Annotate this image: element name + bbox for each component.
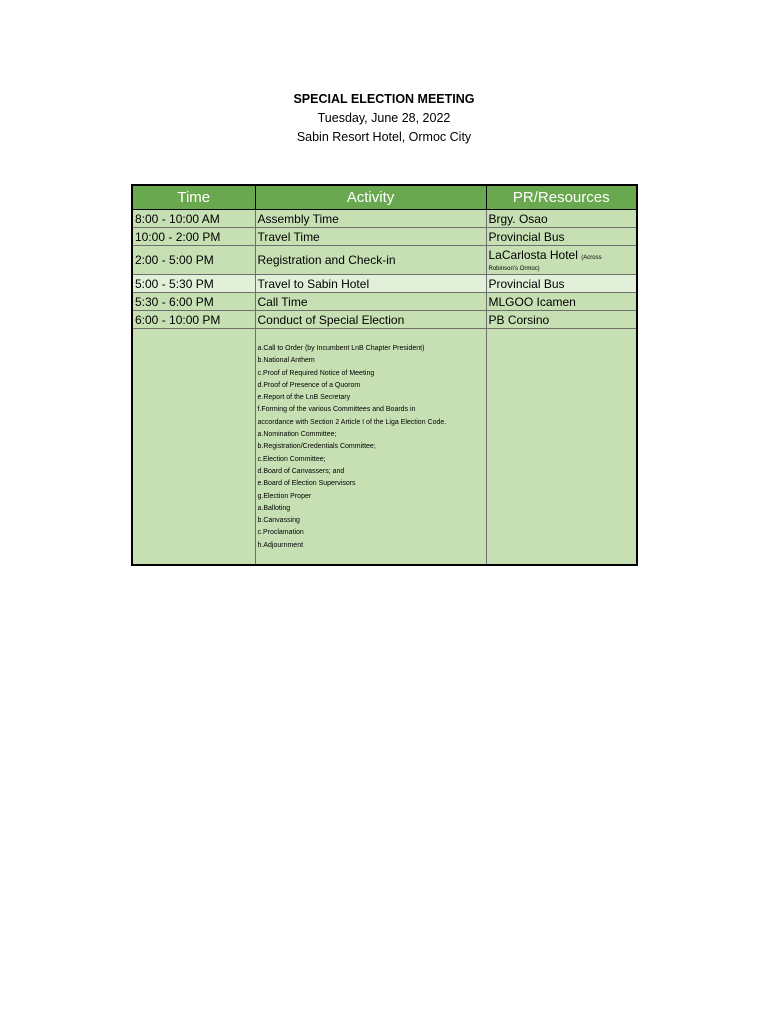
table-row (132, 293, 637, 311)
activity-cell: Conduct of Special Election (255, 311, 486, 329)
resource-cell (486, 246, 637, 275)
agenda-item: d.Board of Canvassers; and (257, 467, 345, 475)
resource-cell: Provincial Bus (486, 228, 637, 246)
agenda-item: f.Forming of the various Committees and Boards in (257, 406, 416, 414)
resource-cell: Provincial Bus (486, 275, 637, 293)
document-header (0, 90, 768, 147)
time-cell: 5:30 - 6:00 PM (132, 293, 255, 311)
agenda-item: e.Board of Election Supervisors (257, 480, 356, 488)
agenda-item: b.National Anthem (257, 357, 315, 365)
column-header-time: Time (132, 185, 255, 210)
time-cell: 8:00 - 10:00 AM (132, 210, 255, 228)
agenda-item: c.Proof of Required Notice of Meeting (257, 369, 375, 377)
table-row (132, 311, 637, 329)
time-cell: 10:00 - 2:00 PM (132, 228, 255, 246)
agenda-item: a.Call to Order (by Incumbent LnB Chapter President) (257, 345, 425, 352)
activity-cell: Travel Time (255, 228, 486, 246)
document-date: Tuesday, June 28, 2022 (317, 111, 451, 125)
time-cell: 6:00 - 10:00 PM (132, 311, 255, 329)
agenda-item: a.Balloting (257, 504, 291, 512)
agenda-item: e.Report of the LnB Secretary (257, 394, 351, 402)
activity-cell: Travel to Sabin Hotel (255, 275, 486, 293)
agenda-row (132, 329, 637, 566)
resource-note-continued: Robinson's Ormoc) (488, 265, 540, 272)
agenda-time-cell (132, 329, 255, 566)
table-row (132, 210, 637, 228)
agenda-list (258, 343, 484, 552)
column-header-resources: PR/Resources (486, 185, 637, 210)
activity-cell: Registration and Check-in (255, 246, 486, 275)
agenda-item: d.Proof of Presence of a Quorom (257, 381, 361, 389)
table-row (132, 246, 637, 275)
agenda-item: g.Election Proper (257, 492, 312, 500)
document-title: SPECIAL ELECTION MEETING (293, 92, 475, 106)
table-header-row (132, 185, 637, 210)
time-cell: 2:00 - 5:00 PM (132, 246, 255, 275)
table-row (132, 275, 637, 293)
agenda-item: h.Adjournment (257, 541, 304, 549)
resource-main: LaCarlosta Hotel (488, 247, 578, 262)
agenda-resource-cell (486, 329, 637, 566)
agenda-item: b.Canvassing (257, 517, 300, 525)
agenda-item: c.Proclamation (257, 529, 304, 537)
schedule-table (131, 184, 638, 566)
table-row (132, 228, 637, 246)
resource-cell: PB Corsino (486, 311, 637, 329)
column-header-activity: Activity (255, 185, 486, 210)
agenda-item: b.Registration/Credentials Committee; (257, 443, 376, 451)
resource-cell: Brgy. Osao (486, 210, 637, 228)
agenda-item: a.Nomination Committee; (257, 431, 337, 439)
resource-note: (Across (581, 254, 602, 261)
document-venue: Sabin Resort Hotel, Ormoc City (296, 130, 472, 144)
resource-cell: MLGOO Icamen (486, 293, 637, 311)
activity-cell: Assembly Time (255, 210, 486, 228)
agenda-item: accordance with Section 2 Article I of the Liga Election Code. (257, 418, 447, 426)
time-cell: 5:00 - 5:30 PM (132, 275, 255, 293)
agenda-item: c.Election Committee; (257, 455, 326, 463)
agenda-cell (255, 329, 486, 566)
activity-cell: Call Time (255, 293, 486, 311)
